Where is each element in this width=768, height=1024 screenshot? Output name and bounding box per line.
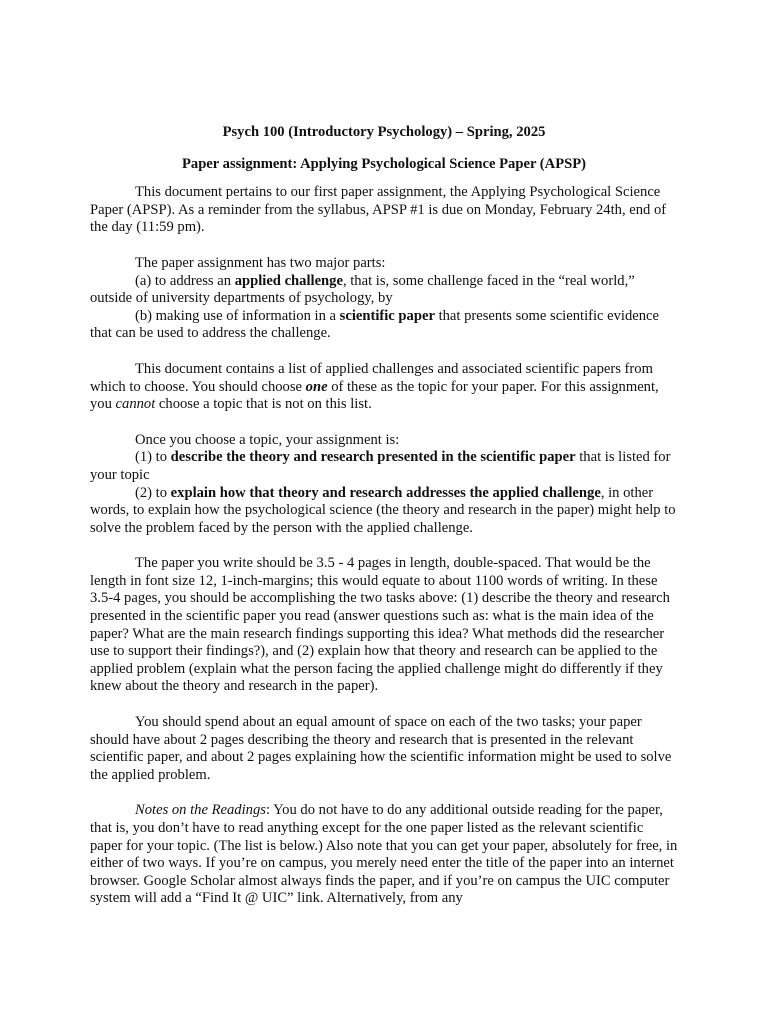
- part-a: [90, 273, 678, 308]
- choose-pre: This document contains a list of applied challenges and associated scientific papers from which to choose. You should choose: [90, 360, 653, 395]
- task-1-pre: (1) to: [135, 449, 171, 466]
- parts-lead: The paper assignment has two major parts:: [135, 254, 386, 271]
- notes-paragraph: [90, 802, 678, 908]
- paragraph-spacer: [90, 237, 678, 255]
- paragraph-spacer: [90, 696, 678, 714]
- paragraph-spacer: [90, 343, 678, 361]
- document-page: [90, 124, 678, 908]
- part-a-bold: applied challenge: [234, 272, 343, 289]
- notes-text: : You do not have to do any additional outside reading for the paper, that is, you don’t have to read anything except for the one paper listed as the relevant scientific paper for your topic. (The list is below.) Also note that you can get your paper, absolutely for free, in either of two ways. If you’re on campus, you merely need enter the title of the paper into an internet browser. Google Scholar almost always finds the paper, and if you’re on campus the UIC computer system will add a “Find It @ UIC” link. Alternatively, from any: [90, 802, 678, 907]
- space-paragraph: You should spend about an equal amount of space on each of the two tasks; your paper should have about 2 pages describing the theory and research that is presented in the relevant scientific paper, and about 2 pages explaining how the scientific information might be used to solve the applied problem.: [90, 714, 672, 783]
- task-1-post: that is listed for your topic: [90, 449, 671, 483]
- document-title: Psych 100 (Introductory Psychology) – Spring, 2025: [222, 124, 546, 140]
- paragraph-spacer: [90, 537, 678, 555]
- task-1-bold: describe the theory and research presented in the scientific paper: [170, 449, 576, 466]
- part-a-post: , that is, some challenge faced in the “real world,” outside of university departments of psychology, by: [90, 272, 635, 307]
- paragraph-spacer: [90, 784, 678, 802]
- choose-post: choose a topic that is not on this list.: [155, 396, 372, 413]
- choose-paragraph: [90, 361, 678, 414]
- part-b: [90, 308, 678, 343]
- part-b-post: that presents some scientific evidence that can be used to address the challenge.: [90, 307, 660, 342]
- intro-paragraph: This document pertains to our first paper assignment, the Applying Psychological Science Paper (APSP). As a reminder from the syllabus, APSP #1 is due on Monday, February 24th, end of the day (11:59 pm).: [90, 184, 667, 236]
- choose-one: one: [305, 378, 328, 395]
- document-subtitle: Paper assignment: Applying Psychological Science Paper (APSP): [181, 155, 587, 172]
- choose-cannot: cannot: [115, 396, 156, 413]
- choose-mid: of these as the topic for your paper. For this assignment, you: [90, 378, 659, 413]
- task-lead: Once you choose a topic, your assignment is:: [135, 431, 400, 448]
- task-2: [90, 485, 678, 538]
- task-2-pre: (2) to: [135, 484, 171, 501]
- task-2-bold: explain how that theory and research addresses the applied challenge: [170, 484, 601, 501]
- length-paragraph: The paper you write should be 3.5 - 4 pages in length, double-spaced. That would be the length in font size 12, 1-inch-margins; this would equate to about 1100 words of writing. In these 3.5-4 pages, you should be accomplishing the two tasks above: (1) describe the theory and research presented in the scientific paper you read (answer questions such as: what is the main idea of the paper? What are the main research findings supporting this idea? What methods did the researcher use to support their findings?), and (2) explain how that theory and research can be applied to the applied problem (explain what the person facing the applied challenge might do differently if they knew about the theory and research in the paper).: [90, 555, 670, 695]
- task-1: [90, 449, 678, 484]
- part-a-pre: (a) to address an: [135, 272, 235, 289]
- notes-label: Notes on the Readings: [135, 802, 266, 819]
- part-b-bold: scientific paper: [339, 307, 435, 324]
- task-2-post: , in other words, to explain how the psychological science (the theory and research in the paper) might help to solve the problem faced by the person with the applied challenge.: [90, 484, 676, 536]
- part-b-pre: (b) making use of information in a: [135, 307, 340, 324]
- paragraph-spacer: [90, 414, 678, 432]
